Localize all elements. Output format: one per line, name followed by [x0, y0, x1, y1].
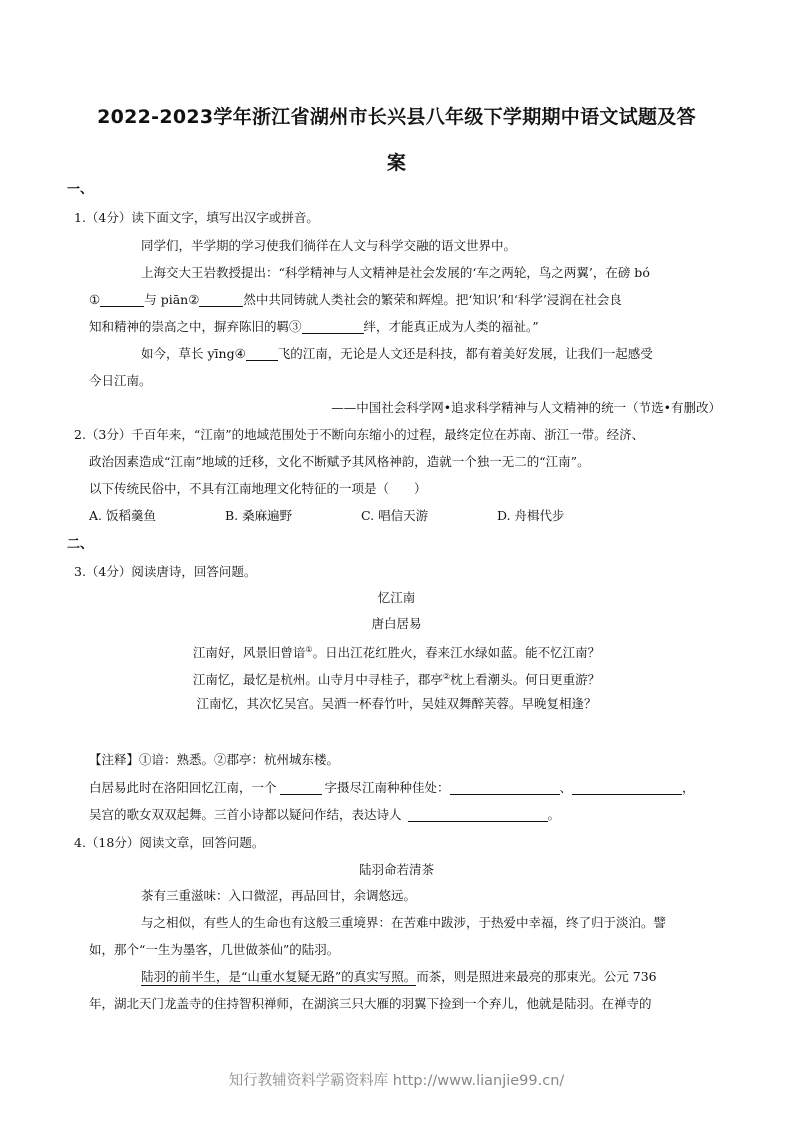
q1-paragraph-2b [89, 290, 622, 310]
q2-option-d[interactable]: D. 舟楫代步 [497, 508, 565, 523]
poem-verse-1 [0, 640, 793, 663]
q2-option-a[interactable]: A. 饭稻羹鱼 [89, 508, 156, 523]
answer-blank-2[interactable] [199, 292, 243, 307]
answer-blank-3[interactable] [302, 319, 364, 334]
poem-verse-2 [0, 667, 793, 690]
q3-ask-line-1 [89, 778, 695, 798]
q3-heading: 3.（4分）阅读唐诗，回答问题。 [74, 564, 257, 579]
ask-2-period: 。 [547, 807, 561, 822]
title-line-2: 案 [386, 152, 407, 174]
verse-1-part-a: 江南好，风景旧曾谙 [192, 645, 306, 661]
verse-2-part-b: 枕上看潮头。何日更重游？ [450, 672, 601, 688]
title-line-1: 2022-2023学年浙江省湖州市长兴县八年级下学期期中语文试题及答 [97, 106, 696, 128]
essay-paragraph-3a-rest: 而茶，则是照进来最亮的那束光。公元 736 [416, 969, 657, 984]
poem-verse-3: 江南忆，其次忆吴宫。吴酒一杯春竹叶，吴娃双舞醉芙蓉。早晚复相逢？ [196, 696, 597, 711]
answer-blank-4[interactable] [246, 346, 278, 361]
answer-blank-8[interactable] [408, 807, 548, 822]
footer-watermark[interactable]: 知行教辅资料学霸资料库 http://www.lianjie99.cn/ [228, 1073, 565, 1089]
answer-blank-5[interactable] [280, 780, 322, 795]
essay-paragraph-2b: 如，那个“一生为墨客，几世做茶仙”的陆羽。 [89, 942, 340, 957]
q1-paragraph-2c [89, 317, 539, 337]
footnote-mark-2: ② [442, 672, 451, 681]
q2-option-b[interactable]: B. 桑麻遍野 [225, 508, 293, 523]
answer-blank-6[interactable] [450, 780, 560, 795]
blank-label-2: 与 piān② [144, 292, 200, 307]
q1-heading: 1.（4分）读下面文字，填写出汉字或拼音。 [74, 210, 319, 225]
page-title [60, 94, 733, 186]
footnote-mark-1: ① [305, 645, 313, 654]
essay-paragraph-3a [141, 967, 657, 987]
q2-line-3: 以下传统民俗中，不具有江南地理文化特征的一项是（ ） [89, 481, 427, 496]
essay-paragraph-3b: 年，湖北天门龙盖寺的住持智积禅师，在湖滨三只大雁的羽翼下捡到一个弃儿，他就是陆羽。在禅寺的 [89, 996, 652, 1011]
section-heading-2: 二、 [67, 537, 94, 552]
q3-ask-line-2 [89, 805, 560, 825]
poem-note: 【注释】①谙：熟悉。②郡亭：杭州城东楼。 [89, 752, 340, 767]
blank-label-1: ① [89, 292, 101, 307]
ask-1-text-b: 字摄尽江南种种佳处： [324, 780, 450, 795]
q1-text-2c: 绊，才能真正成为人类的福祉。” [363, 319, 539, 334]
underlined-sentence: 陆羽的前半生，是“山重水复疑无路”的真实写照。 [141, 969, 417, 984]
q1-text-2b: 然中共同铸就人类社会的繁荣和辉煌。把‘知识’和‘科学’浸润在社会良 [243, 292, 622, 307]
ask-1-sep: 、 [559, 780, 573, 795]
q1-paragraph-3a [141, 344, 653, 364]
q1-paragraph-2a: 上海交大王岩教授提出：“科学精神与人文精神是社会发展的‘车之两轮，鸟之两翼’，在磅 bó [141, 265, 650, 280]
verse-1-part-b: 。日出江花红胜火，春来江水绿如蓝。能不忆江南？ [312, 645, 601, 661]
poem-title: 忆江南 [377, 590, 416, 605]
answer-blank-7[interactable] [572, 780, 682, 795]
poem-author: 唐白居易 [371, 616, 422, 631]
essay-title: 陆羽命若清茶 [358, 862, 434, 877]
ask-1-comma: ， [682, 780, 695, 795]
essay-paragraph-1: 茶有三重滋味：入口微涩，再品回甘，余调悠远。 [141, 888, 417, 903]
q1-paragraph-3b: 今日江南。 [89, 373, 152, 388]
q1-source: ——中国社会科学网•追求科学精神与人文精神的统一（节选•有删改） [331, 400, 721, 415]
section-heading-1: 一、 [67, 182, 94, 197]
q2-option-c[interactable]: C. 唱信天游 [361, 508, 429, 523]
ask-2-text: 吴宫的歌女双双起舞。三首小诗都以疑问作结，表达诗人 [89, 807, 402, 822]
q4-heading: 4.（18分）阅读文章，回答问题。 [74, 835, 265, 850]
blank-label-3: 知和精神的崇高之中，摒弃陈旧的羁③ [89, 319, 302, 334]
answer-blank-1[interactable] [100, 292, 144, 307]
q1-text-3a: 飞的江南，无论是人文还是科技，都有着美好发展，让我们一起感受 [277, 346, 653, 361]
essay-paragraph-2a: 与之相似，有些人的生命也有这般三重境界：在苦难中跋涉，于热爱中幸福，终了归于淡泊。譬 [141, 915, 667, 930]
q2-line-2: 政治因素造成“江南”地域的迁移，文化不断赋予其风格神韵，造就一个独一无二的“江南”。 [89, 454, 590, 469]
q2-heading: 2.（3分）千百年来，“江南”的地域范围处于不断向东缩小的过程，最终定位在苏南、浙江一带。经济、 [74, 427, 645, 442]
blank-label-4: 如今，草长 yīng④ [141, 346, 246, 361]
verse-2-part-a: 江南忆，最忆是杭州。山寺月中寻桂子，郡亭 [192, 672, 443, 688]
ask-1-text-a: 白居易此时在洛阳回忆江南，一个 [89, 780, 277, 795]
q1-paragraph-1: 同学们，半学期的学习使我们徜徉在人文与科学交融的语文世界中。 [141, 238, 517, 253]
